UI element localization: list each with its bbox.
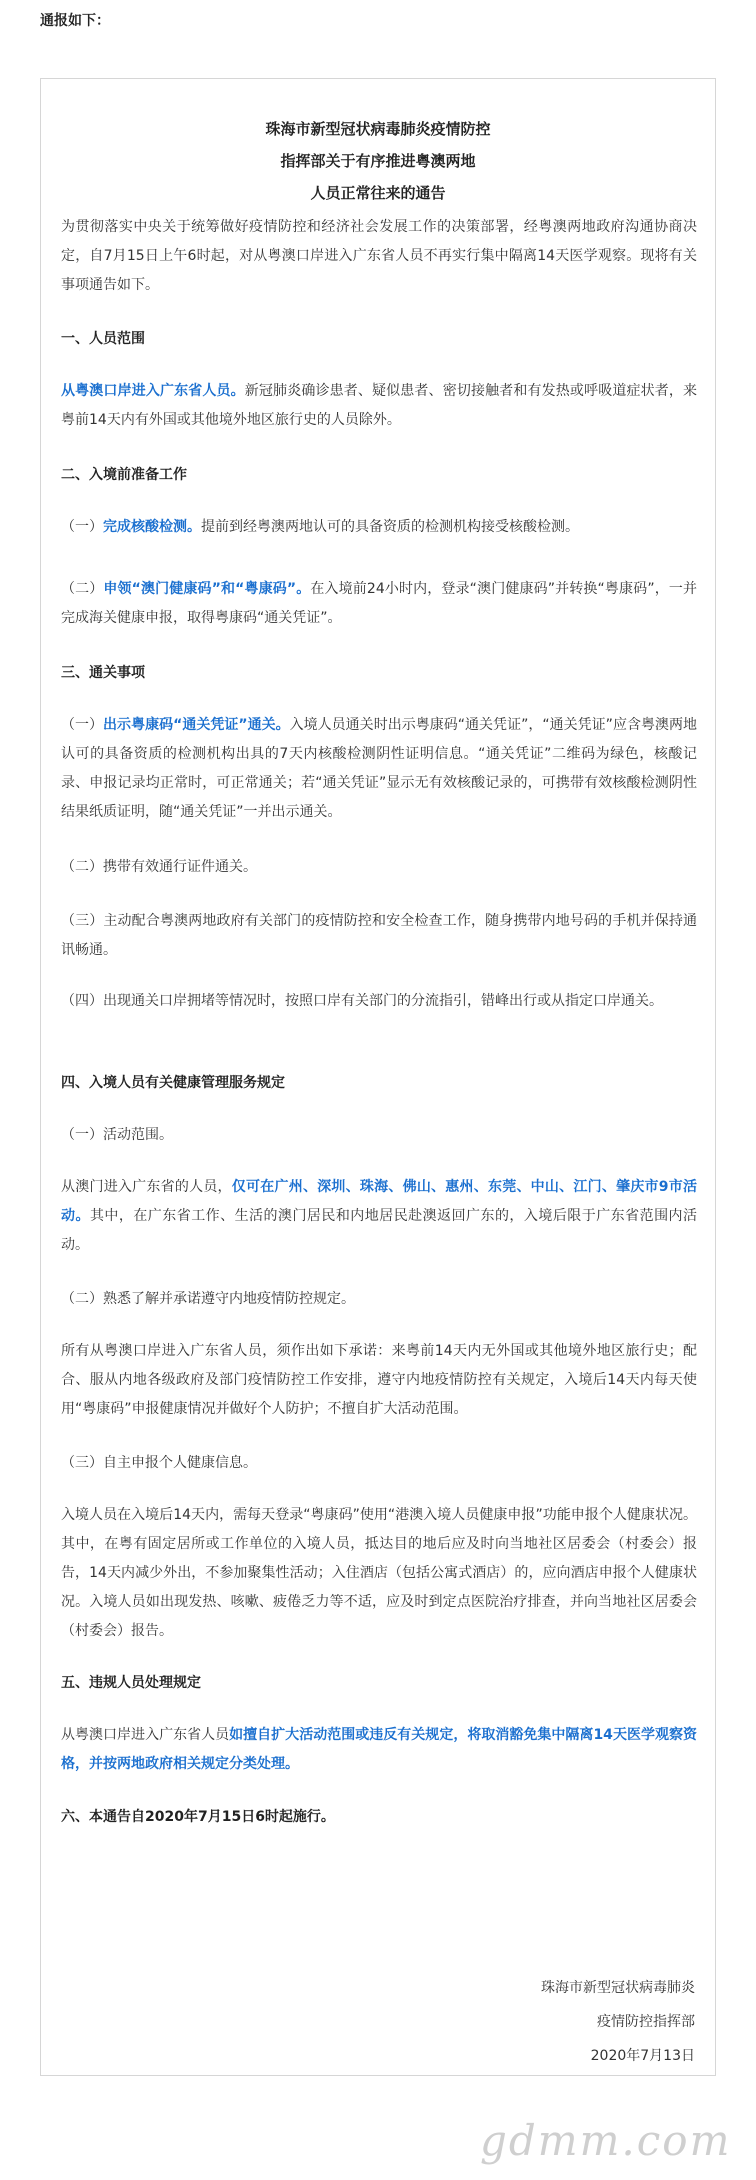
section-5-lead: 从粤澳口岸进入广东省人员 [61,1727,230,1743]
section-5-heading: 五、违规人员处理规定 [61,1675,201,1691]
section-4-para-1-highlight: 仅可在广州、深圳、珠海、佛山、惠州、东莞、中山、江门、肇庆市9市活动。 [61,1179,697,1224]
section-2-item-2-body: 在入境前24小时内，登录“澳门健康码”并转换“粤康码”，一并完成海关健康申报，取得粤康码“通关凭证”。 [61,581,697,626]
section-1-heading: 一、人员范围 [61,331,145,347]
section-5-text [61,1721,697,1779]
section-2-item-1-highlight: 完成核酸检测。 [103,519,201,535]
section-3-item-2: （二）携带有效通行证件通关。 [61,859,257,875]
signature-date: 2020年7月13日 [590,2048,695,2064]
intro-line: 通报如下： [40,13,110,29]
section-1-text [61,377,697,435]
section-5-highlight: 如擅自扩大活动范围或违反有关规定，将取消豁免集中隔离14天医学观察资格，并按两地政府相关规定分类处理。 [61,1727,697,1772]
item-number: （二） [61,581,104,597]
item-number: （一） [61,519,103,535]
signature-org-line-2: 疫情防控指挥部 [597,2014,695,2030]
section-2-item-1 [61,513,697,542]
section-4-para-1 [61,1173,697,1260]
title-line-1: 珠海市新型冠状病毒肺炎疫情防控 [265,120,491,138]
section-4-para-3: 入境人员在入境后14天内，需每天登录“粤康码”使用“港澳入境人员健康申报”功能申报个人健康状况。其中，在粤有固定居所或工作单位的入境人员，抵达目的地后应及时向当地社区居委会（村委会）报告，14天内减少外出，不参加聚集性活动；入住酒店（包括公寓式酒店）的，应向酒店申报个人健康状况。入境人员如出现发热、咳嗽、疲倦乏力等不适，应及时到定点医院治疗排查，并向当地社区居委会（村委会）报告。 [61,1507,697,1639]
section-3-item-1 [61,711,697,827]
section-4-para-1-lead: 从澳门进入广东省的人员， [61,1179,232,1195]
section-3-item-1-highlight: 出示粤康码“通关凭证”通关。 [103,717,290,733]
section-4-heading: 四、入境人员有关健康管理服务规定 [61,1075,285,1091]
section-1-body: 新冠肺炎确诊患者、疑似患者、密切接触者和有发热或呼吸道症状者，来粤前14天内有外国或其他境外地区旅行史的人员除外。 [61,383,698,428]
section-3-item-3: （三）主动配合粤澳两地政府有关部门的疫情防控和安全检查工作，随身携带内地号码的手机并保持通讯畅通。 [61,913,697,958]
section-4-item-1: （一）活动范围。 [61,1127,173,1143]
title-line-3: 人员正常往来的通告 [310,184,446,202]
watermark-logo: gdmm.com [480,2116,732,2165]
notice-title [41,113,715,209]
section-2-item-2-highlight: 申领“澳门健康码”和“粤康码”。 [103,581,311,597]
item-number: （一） [61,717,104,733]
section-4-item-2: （二）熟悉了解并承诺遵守内地疫情防控规定。 [61,1291,355,1307]
section-1-highlight: 从粤澳口岸进入广东省人员。 [61,383,245,399]
signature-org-line-1: 珠海市新型冠状病毒肺炎 [541,1980,695,1996]
section-2-item-2 [61,575,697,633]
section-2-heading: 二、入境前准备工作 [61,467,187,483]
section-4-item-3: （三）自主申报个人健康信息。 [61,1455,257,1471]
section-6-heading: 六、本通告自2020年7月15日6时起施行。 [61,1809,335,1825]
section-3-item-1-body: 入境人员通关时出示粤康码“通关凭证”，“通关凭证”应含粤澳两地认可的具备资质的检测机构出具的7天内核酸检测阴性证明信息。“通关凭证”二维码为绿色，核酸记录、申报记录均正常时，可正常通关；若“通关凭证”显示无有效核酸记录的，可携带有效核酸检测阴性结果纸质证明，随“通关凭证”一并出示通关。 [61,717,698,820]
section-4-para-1-body: 其中，在广东省工作、生活的澳门居民和内地居民赴澳返回广东的，入境后限于广东省范围内活动。 [61,1208,698,1253]
notice-box [40,78,716,2076]
preamble: 为贯彻落实中央关于统筹做好疫情防控和经济社会发展工作的决策部署，经粤澳两地政府沟通协商决定，自7月15日上午6时起，对从粤澳口岸进入广东省人员不再实行集中隔离14天医学观察。现将有关事项通告如下。 [61,219,697,293]
signature-block [541,1971,695,2073]
section-4-para-2: 所有从粤澳口岸进入广东省人员，须作出如下承诺：来粤前14天内无外国或其他境外地区旅行史；配合、服从内地各级政府及部门疫情防控工作安排，遵守内地疫情防控有关规定，入境后14天内每天使用“粤康码”申报健康情况并做好个人防护；不擅自扩大活动范围。 [61,1343,697,1417]
section-3-item-4: （四）出现通关口岸拥堵等情况时，按照口岸有关部门的分流指引，错峰出行或从指定口岸通关。 [61,993,663,1009]
section-3-heading: 三、通关事项 [61,665,145,681]
title-line-2: 指挥部关于有序推进粤澳两地 [280,152,476,170]
section-2-item-1-body: 提前到经粤澳两地认可的具备资质的检测机构接受核酸检测。 [201,519,579,535]
